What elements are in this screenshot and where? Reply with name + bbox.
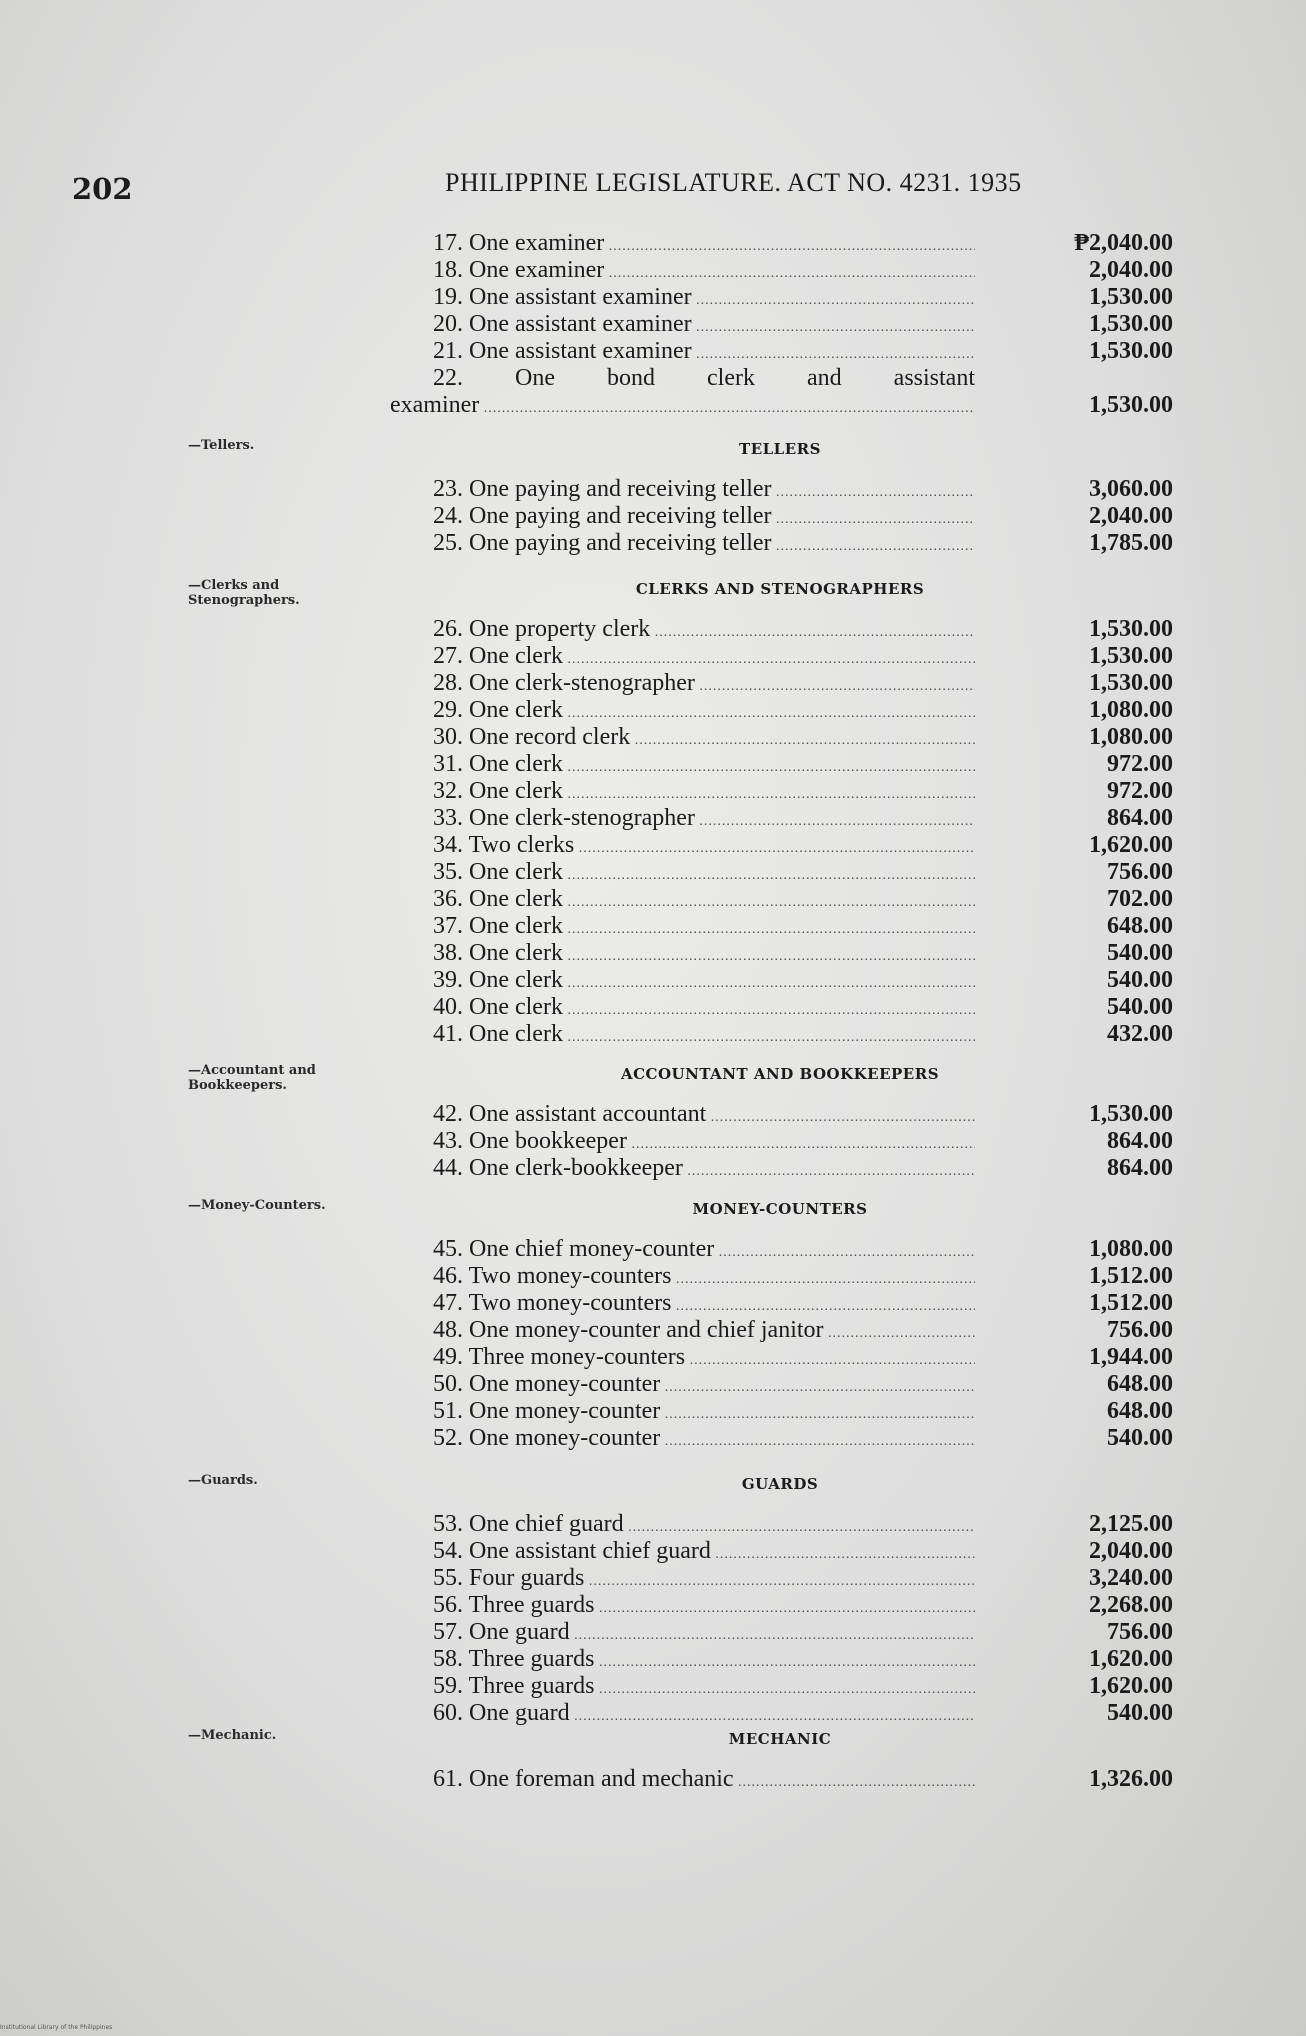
table-row (390, 392, 1173, 419)
salary-amount: 1,530.00 (1089, 670, 1173, 696)
salary-amount: 864.00 (1107, 805, 1173, 831)
table-row (433, 1101, 1173, 1128)
table-row (433, 1592, 1173, 1619)
salary-amount: 1,512.00 (1089, 1263, 1173, 1289)
table-row (433, 530, 1173, 557)
position-description: 54. One assistant chief guard ..... (433, 1538, 975, 1568)
salary-amount: 972.00 (1107, 751, 1173, 777)
table-row (433, 724, 1173, 751)
salary-amount: 1,530.00 (1089, 284, 1173, 310)
position-description: 44. One clerk-bookkeeper ..... (433, 1155, 975, 1185)
table-row (433, 1236, 1173, 1263)
position-description: 20. One assistant examiner ..... (433, 311, 975, 341)
salary-amount: 648.00 (1107, 913, 1173, 939)
position-description: 19. One assistant examiner ..... (433, 284, 975, 314)
position-description: 17. One examiner ..... (433, 230, 975, 260)
position-description: 58. Three guards ..... (433, 1646, 975, 1676)
table-row (433, 1565, 1173, 1592)
table-row (433, 1398, 1173, 1425)
position-description: 59. Three guards ..... (433, 1673, 975, 1703)
position-description: 61. One foreman and mechanic ..... (433, 1766, 975, 1796)
table-row (433, 1511, 1173, 1538)
table-row (433, 284, 1173, 311)
position-description: 33. One clerk-stenographer ..... (433, 805, 975, 835)
position-description: 31. One clerk ..... (433, 751, 975, 781)
salary-amount: 1,530.00 (1089, 1101, 1173, 1127)
position-description: 53. One chief guard ..... (433, 1511, 975, 1541)
salary-amount: 2,040.00 (1089, 257, 1173, 283)
table-row (433, 859, 1173, 886)
position-description: 45. One chief money-counter ..... (433, 1236, 975, 1266)
table-row (433, 616, 1173, 643)
salary-amount: 1,944.00 (1089, 1344, 1173, 1370)
table-row (433, 670, 1173, 697)
salary-amount: 3,240.00 (1089, 1565, 1173, 1591)
margin-note: —Mechanic. (188, 1728, 277, 1743)
table-row (433, 365, 1173, 392)
position-description: 42. One assistant accountant ..... (433, 1101, 975, 1131)
position-description: 41. One clerk ..... (433, 1021, 975, 1051)
salary-amount: 1,326.00 (1089, 1766, 1173, 1792)
running-head: PHILIPPINE LEGISLATURE. ACT NO. 4231. 1935 (445, 168, 1022, 197)
salary-amount: 2,040.00 (1089, 1538, 1173, 1564)
table-row (433, 257, 1173, 284)
position-description: examiner ..... (390, 392, 975, 422)
table-row (433, 643, 1173, 670)
salary-amount: 540.00 (1107, 994, 1173, 1020)
position-description: 34. Two clerks ..... (433, 832, 975, 862)
table-row (433, 1021, 1173, 1048)
salary-amount: 1,080.00 (1089, 697, 1173, 723)
salary-amount: 540.00 (1107, 967, 1173, 993)
position-description: 56. Three guards ..... (433, 1592, 975, 1622)
salary-amount: 756.00 (1107, 1619, 1173, 1645)
table-row (433, 1344, 1173, 1371)
table-row (433, 832, 1173, 859)
table-row (433, 1263, 1173, 1290)
salary-amount: 2,268.00 (1089, 1592, 1173, 1618)
table-row (433, 503, 1173, 530)
salary-amount: 702.00 (1107, 886, 1173, 912)
position-description: 21. One assistant examiner ..... (433, 338, 975, 368)
position-description: 52. One money-counter ..... (433, 1425, 975, 1455)
margin-note: —Clerks and Stenographers. (188, 578, 300, 608)
salary-amount: 756.00 (1107, 859, 1173, 885)
position-description: 50. One money-counter ..... (433, 1371, 975, 1401)
salary-amount: 540.00 (1107, 940, 1173, 966)
position-description: 26. One property clerk ..... (433, 616, 975, 646)
position-description: 57. One guard ..... (433, 1619, 975, 1649)
footer-note: Institutional Library of the Philippines (0, 2024, 113, 2031)
position-description: 48. One money-counter and chief janitor ..... (433, 1317, 975, 1347)
table-row (433, 751, 1173, 778)
salary-amount: 1,530.00 (1089, 616, 1173, 642)
section-heading: GUARDS (741, 1475, 819, 1493)
salary-amount: 1,530.00 (1089, 392, 1173, 418)
salary-amount: 3,060.00 (1089, 476, 1173, 502)
table-row (433, 967, 1173, 994)
margin-note: —Accountant and Bookkeepers. (188, 1063, 316, 1093)
salary-amount: 1,530.00 (1089, 338, 1173, 364)
position-description: 29. One clerk ..... (433, 697, 975, 727)
margin-note: —Guards. (188, 1473, 258, 1488)
position-description: 49. Three money-counters ..... (433, 1344, 975, 1374)
table-row (433, 940, 1173, 967)
section-heading: ACCOUNTANT AND BOOKKEEPERS (620, 1065, 940, 1083)
salary-amount: 1,530.00 (1089, 311, 1173, 337)
table-row (433, 1538, 1173, 1565)
salary-amount: 540.00 (1107, 1425, 1173, 1451)
position-description: 60. One guard ..... (433, 1700, 975, 1730)
table-row (433, 913, 1173, 940)
position-description: 47. Two money-counters ..... (433, 1290, 975, 1320)
position-description: 30. One record clerk ..... (433, 724, 975, 754)
section-heading: MECHANIC (728, 1730, 832, 1748)
position-description: 25. One paying and receiving teller ..... (433, 530, 975, 560)
salary-amount: 756.00 (1107, 1317, 1173, 1343)
position-description: 37. One clerk ..... (433, 913, 975, 943)
table-row (433, 1128, 1173, 1155)
salary-amount: 648.00 (1107, 1371, 1173, 1397)
salary-amount: 540.00 (1107, 1700, 1173, 1726)
salary-amount: 864.00 (1107, 1155, 1173, 1181)
table-row (433, 476, 1173, 503)
salary-amount: 1,512.00 (1089, 1290, 1173, 1316)
table-row (433, 1290, 1173, 1317)
salary-amount: ₱2,040.00 (1074, 230, 1173, 256)
margin-note: —Tellers. (188, 438, 255, 453)
salary-amount: 1,080.00 (1089, 1236, 1173, 1262)
table-row (433, 886, 1173, 913)
salary-amount: 648.00 (1107, 1398, 1173, 1424)
position-description: 22. One bond clerk and assistant (433, 365, 975, 391)
salary-amount: 1,530.00 (1089, 643, 1173, 669)
table-row (433, 311, 1173, 338)
position-description: 39. One clerk ..... (433, 967, 975, 997)
table-row (433, 778, 1173, 805)
position-description: 18. One examiner ..... (433, 257, 975, 287)
position-description: 23. One paying and receiving teller ..... (433, 476, 975, 506)
section-heading: MONEY-COUNTERS (692, 1200, 868, 1218)
table-row (433, 1155, 1173, 1182)
salary-amount: 1,620.00 (1089, 1673, 1173, 1699)
salary-amount: 1,080.00 (1089, 724, 1173, 750)
table-row (433, 805, 1173, 832)
margin-note: —Money-Counters. (188, 1198, 326, 1213)
page-number: 202 (72, 172, 133, 206)
salary-amount: 2,125.00 (1089, 1511, 1173, 1537)
table-row (433, 1425, 1173, 1452)
salary-amount: 2,040.00 (1089, 503, 1173, 529)
table-row (433, 1766, 1173, 1793)
position-description: 46. Two money-counters ..... (433, 1263, 975, 1293)
salary-amount: 864.00 (1107, 1128, 1173, 1154)
position-description: 55. Four guards ..... (433, 1565, 975, 1595)
table-row (433, 1646, 1173, 1673)
position-description: 28. One clerk-stenographer ..... (433, 670, 975, 700)
table-row (433, 697, 1173, 724)
position-description: 24. One paying and receiving teller ..... (433, 503, 975, 533)
position-description: 38. One clerk ..... (433, 940, 975, 970)
position-description: 51. One money-counter ..... (433, 1398, 975, 1428)
salary-amount: 972.00 (1107, 778, 1173, 804)
section-heading: TELLERS (739, 440, 821, 458)
position-description: 27. One clerk ..... (433, 643, 975, 673)
salary-amount: 1,620.00 (1089, 832, 1173, 858)
position-description: 35. One clerk ..... (433, 859, 975, 889)
position-description: 40. One clerk ..... (433, 994, 975, 1024)
table-row (433, 338, 1173, 365)
table-row (433, 994, 1173, 1021)
table-row (433, 230, 1173, 257)
position-description: 43. One bookkeeper ..... (433, 1128, 975, 1158)
table-row (433, 1317, 1173, 1344)
table-row (433, 1371, 1173, 1398)
table-row (433, 1619, 1173, 1646)
salary-amount: 1,620.00 (1089, 1646, 1173, 1672)
salary-amount: 1,785.00 (1089, 530, 1173, 556)
position-description: 32. One clerk ..... (433, 778, 975, 808)
salary-amount: 432.00 (1107, 1021, 1173, 1047)
section-heading: CLERKS AND STENOGRAPHERS (635, 580, 925, 598)
table-row (433, 1700, 1173, 1727)
position-description: 36. One clerk ..... (433, 886, 975, 916)
table-row (433, 1673, 1173, 1700)
